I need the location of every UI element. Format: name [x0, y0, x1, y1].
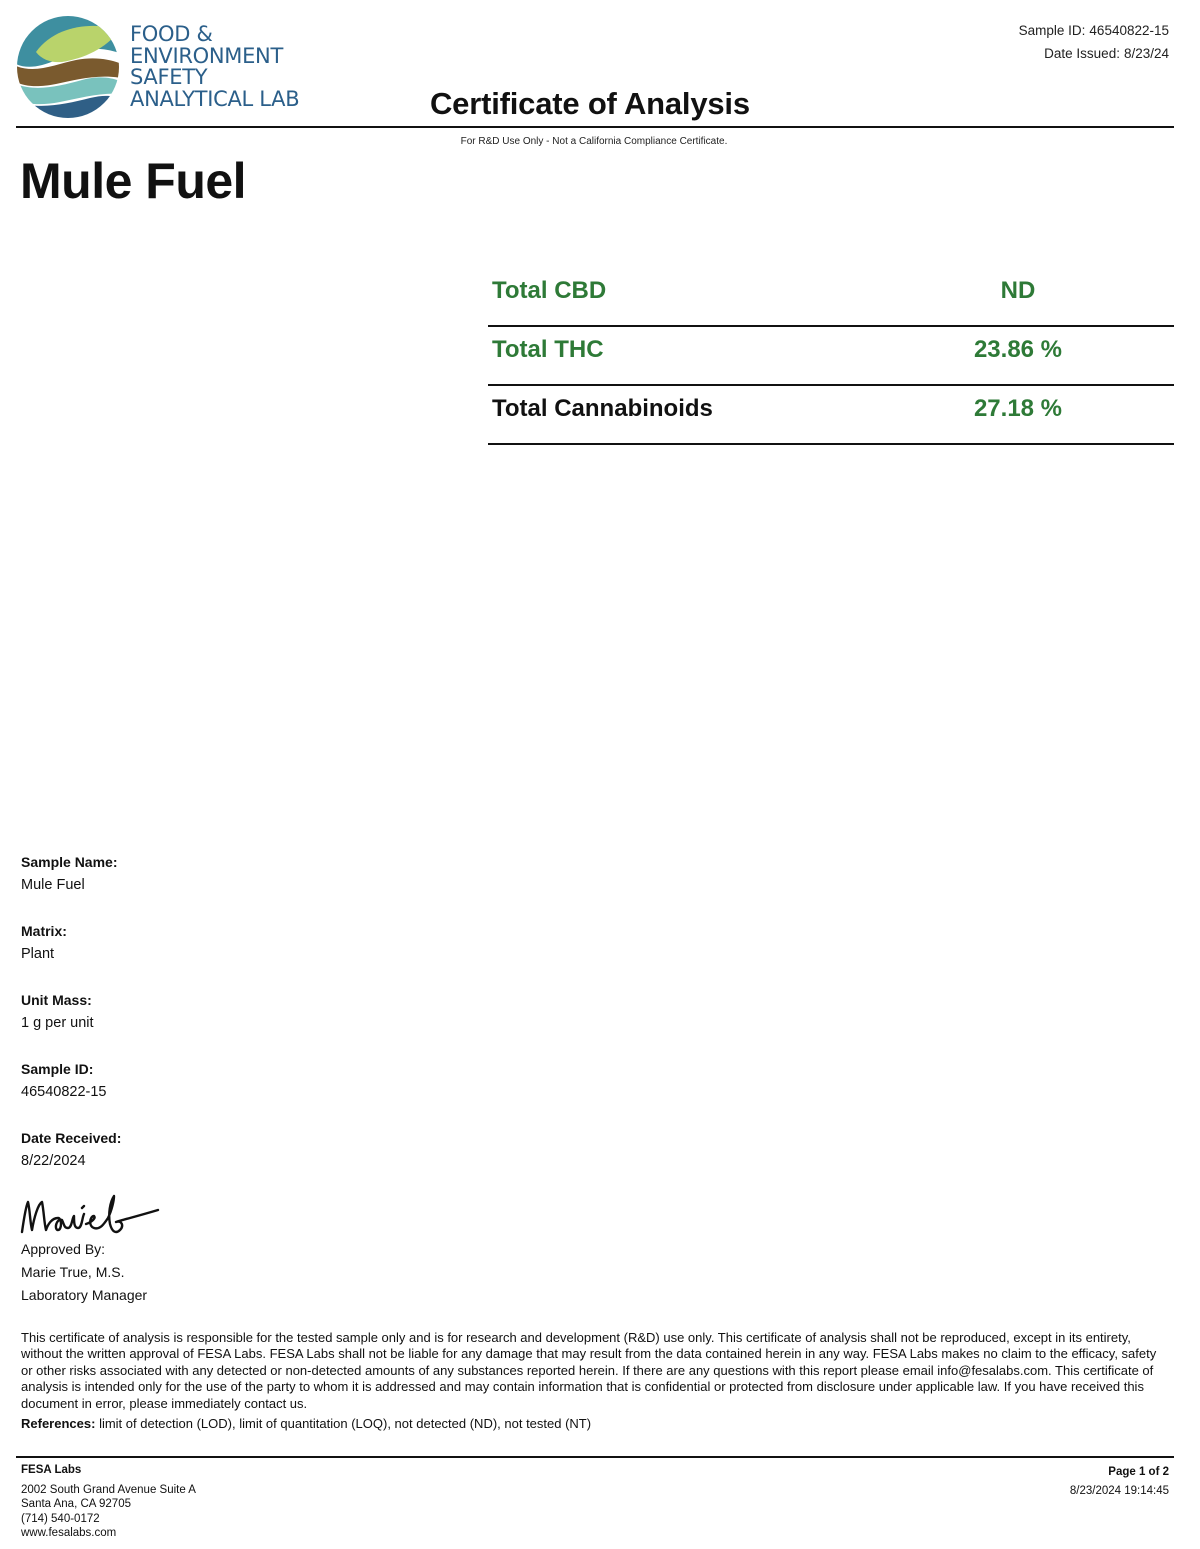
- info-label-unit-mass: Unit Mass:: [21, 992, 92, 1008]
- lab-logo-text: [130, 24, 299, 110]
- signature-image: [18, 1188, 168, 1240]
- logo-line: SAFETY: [130, 65, 208, 89]
- page-number: Page 1 of 2: [1108, 1466, 1169, 1478]
- info-value-date-received: 8/22/2024: [21, 1153, 86, 1169]
- footer-timestamp: 8/23/2024 19:14:45: [1069, 1485, 1169, 1497]
- info-label-sample-id: Sample ID:: [21, 1061, 94, 1077]
- references-text: limit of detection (LOD), limit of quantitation (LOQ), not detected (ND), not tested (NT): [99, 1416, 592, 1431]
- header-sample-id: Sample ID: 46540822-15: [1018, 23, 1169, 38]
- approver-role: Laboratory Manager: [21, 1287, 148, 1303]
- product-name: Mule Fuel: [20, 153, 247, 209]
- lab-logo: [16, 14, 316, 122]
- footer-address-line2: Santa Ana, CA 92705: [21, 1498, 131, 1511]
- references-label: References:: [21, 1416, 96, 1431]
- signature: [18, 1188, 168, 1240]
- footer-divider: [16, 1456, 1174, 1458]
- logo-line: ENVIRONMENT: [130, 43, 283, 68]
- cannabinoid-summary: [488, 268, 1174, 445]
- info-label-matrix: Matrix:: [21, 923, 67, 939]
- footer-address-line1: 2002 South Grand Avenue Suite A: [21, 1483, 196, 1496]
- disclaimer: This certificate of analysis is responsible for the tested sample only and is for research and development (R&D) use only. This certificate of analysis shall not be reproduced, except in its entirety, without the written approval of FESA Labs. FESA Labs shall not be liable for any damage that may result from the data contained herein in any way. FESA Labs makes no claim to the efficacy, safety or other risks associated with any detected or non-detected amounts of any substances reported herein. If there are any questions with this report please email info@fesalabs.com. This certificate of analysis is intended only for the use of the party to whom it is addressed and may contain information that is confidential or protected from disclosure under applicable law. If you have received this document in error, please immediately contact us.: [21, 1330, 1157, 1411]
- info-label-sample-name: Sample Name:: [21, 854, 118, 870]
- references: [21, 1416, 591, 1431]
- summary-value: ND: [1000, 277, 1036, 304]
- approval-block: [21, 1238, 147, 1307]
- summary-label: Total CBD: [492, 277, 607, 304]
- summary-value: 27.18 %: [973, 395, 1063, 422]
- summary-value: 23.86 %: [973, 336, 1063, 363]
- footer-meta: [1070, 1463, 1169, 1501]
- info-value-matrix: Plant: [21, 946, 55, 962]
- header-meta: [1019, 19, 1169, 65]
- approver-name: Marie True, M.S.: [21, 1264, 125, 1280]
- summary-row-total-thc: [488, 327, 1174, 386]
- sample-info: [21, 851, 421, 1196]
- page-title: Certificate of Analysis: [430, 86, 750, 121]
- summary-row-total-cbd: [488, 268, 1174, 327]
- logo-line: ANALYTICAL LAB: [130, 86, 300, 111]
- header-divider: [16, 126, 1174, 128]
- footer-website: www.fesalabs.com: [21, 1527, 117, 1540]
- logo-line: FOOD &: [130, 22, 213, 46]
- info-label-date-received: Date Received:: [21, 1130, 122, 1146]
- footer-company: FESA Labs: [21, 1464, 82, 1476]
- header-date-issued: Date Issued: 8/23/24: [1044, 46, 1169, 61]
- footer-address: [21, 1463, 196, 1541]
- info-value-sample-name: Mule Fuel: [21, 877, 85, 893]
- summary-row-total-cannabinoids: [488, 386, 1174, 445]
- info-value-unit-mass: 1 g per unit: [21, 1015, 94, 1031]
- approved-by-label: Approved By:: [21, 1241, 106, 1257]
- info-value-sample-id: 46540822-15: [21, 1084, 107, 1100]
- compliance-note: For R&D Use Only - Not a California Compliance Certificate.: [460, 136, 728, 147]
- footer-phone: (714) 540-0172: [21, 1512, 100, 1525]
- summary-label: Total THC: [492, 336, 604, 363]
- summary-label: Total Cannabinoids: [492, 395, 713, 422]
- lab-logo-emblem: [16, 14, 122, 120]
